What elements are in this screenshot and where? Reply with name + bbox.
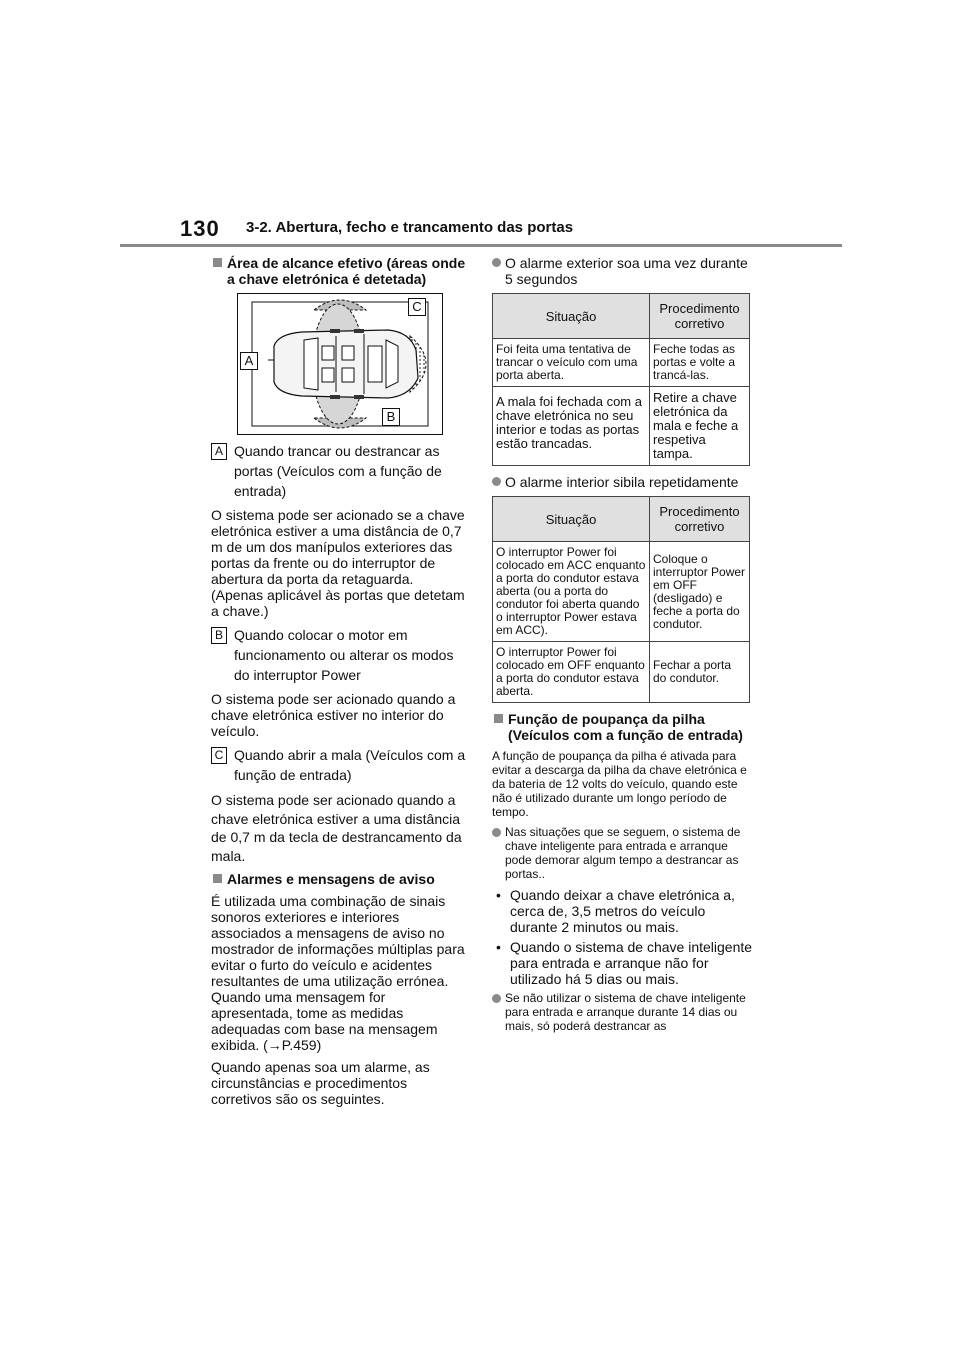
bullet-text: Se não utilizar o sistema de chave inteligente para entrada e arranque durante 14 dias ou mais, só poderá destrancar as xyxy=(505,991,746,1033)
label-b-box: B xyxy=(211,627,227,644)
table-header-row xyxy=(493,294,750,339)
bullet-interior-alarm xyxy=(492,474,754,490)
label-a-box: A xyxy=(211,443,227,460)
diagram-tag-c: C xyxy=(408,298,426,316)
paragraph-c: O sistema pode ser acionado quando a chave eletrónica estiver a uma distância de 0,7 m da tecla de destrancamento da mala. xyxy=(211,792,462,864)
diagram-tag-b: B xyxy=(382,408,400,426)
heading-text: Área de alcance efetivo (áreas onde a chave eletrónica é detetada) xyxy=(227,255,466,287)
label-c-row xyxy=(211,745,467,785)
list-item-text: Quando o sistema de chave inteligente para entrada e arranque não for utilizado há 5 dias ou mais. xyxy=(510,939,753,987)
table-row xyxy=(493,542,750,642)
list-marker: • xyxy=(496,887,501,903)
round-bullet-icon xyxy=(492,994,501,1003)
list-item xyxy=(496,939,754,987)
bullet-delay-situations xyxy=(492,825,754,881)
section-title: 3-2. Abertura, fecho e trancamento das portas xyxy=(246,219,574,236)
square-bullet-icon xyxy=(494,714,503,723)
bullet-text: O alarme interior sibila repetidamente xyxy=(505,474,739,490)
table-cell: O interruptor Power foi colocado em ACC enquanto a porta do condutor estava aberta (ou a porta do condutor foi aberta quando o interruptor Power estava em ACC). xyxy=(493,542,650,642)
table-header-procedure: Procedimento corretivo xyxy=(650,294,750,339)
diagram-tag-a: A xyxy=(240,352,258,370)
label-a-text: Quando trancar ou destrancar as portas (Veículos com a função de entrada) xyxy=(234,443,442,499)
header-rule xyxy=(120,244,842,247)
heading-text: Função de poupança da pilha (Veículos com a função de entrada) xyxy=(508,711,743,743)
round-bullet-icon xyxy=(492,477,501,486)
detection-area-diagram xyxy=(237,293,443,435)
label-a-row xyxy=(211,441,467,501)
bullet-text: Nas situações que se seguem, o sistema de chave inteligente para entrada e arranque pode demorar algum tempo a destrancar as portas.. xyxy=(505,825,741,881)
table-row xyxy=(493,642,750,703)
table-header-situation: Situação xyxy=(493,497,650,542)
heading-battery-saving xyxy=(492,711,754,743)
label-b-row xyxy=(211,625,467,685)
left-column xyxy=(211,255,467,1113)
round-bullet-icon xyxy=(492,258,501,267)
bullet-exterior-alarm xyxy=(492,255,754,287)
list-item-text: Quando deixar a chave eletrónica a, cerca de, 3,5 metros do veículo durante 2 minutos ou mais. xyxy=(510,887,735,935)
square-bullet-icon xyxy=(213,258,222,267)
table-cell: Fechar a porta do condutor. xyxy=(650,642,750,703)
table-row xyxy=(493,387,750,466)
paragraph-f: A função de poupança da pilha é ativada para evitar a descarga da pilha da chave eletrónica e da bateria de 12 volts do veículo, quando este não é utilizado durante um longo período de tempo. xyxy=(492,749,747,819)
paragraph-d: É utilizada uma combinação de sinais sonoros exteriores e interiores associados a mensagens de aviso no mostrador de informações múltiplas para evitar o furto do veículo e acidentes resultantes de uma utilização errónea. Quando uma mensagem for apresentada, tome as medidas adequadas com base na mensagem exibida. (→P.459) xyxy=(211,893,465,1053)
label-c-box: C xyxy=(211,747,227,764)
page-number: 130 xyxy=(180,216,220,241)
label-b-text: Quando colocar o motor em funcionamento ou alterar os modos do interruptor Power xyxy=(234,627,454,683)
table-row xyxy=(493,339,750,387)
interior-alarm-table xyxy=(492,496,750,703)
table-cell: Coloque o interruptor Power em OFF (desligado) e feche a porta do condutor. xyxy=(650,542,750,642)
square-bullet-icon xyxy=(213,874,222,883)
exterior-alarm-table xyxy=(492,293,750,466)
table-header-situation: Situação xyxy=(493,294,650,339)
right-column xyxy=(492,255,754,1039)
list-item xyxy=(496,887,754,935)
table-cell: Foi feita uma tentativa de trancar o veículo com uma porta aberta. xyxy=(493,339,650,387)
table-cell: O interruptor Power foi colocado em OFF enquanto a porta do condutor estava aberta. xyxy=(493,642,650,703)
table-header-row xyxy=(493,497,750,542)
table-header-procedure: Procedimento corretivo xyxy=(650,497,750,542)
bullet-14-days xyxy=(492,991,754,1033)
table-cell: A mala foi fechada com a chave eletrónica no seu interior e todas as portas estão trancadas. xyxy=(493,387,650,466)
list-marker: • xyxy=(496,939,501,955)
round-bullet-icon xyxy=(492,828,501,837)
paragraph-a: O sistema pode ser acionado se a chave eletrónica estiver a uma distância de 0,7 m de um dos manípulos exteriores das portas da frente ou do interruptor de abertura da porta da retaguarda. (Apenas aplicável às portas que detetam a chave.) xyxy=(211,507,465,619)
table-cell: Feche todas as portas e volte a trancá-las. xyxy=(650,339,750,387)
bullet-text: O alarme exterior soa uma vez durante 5 segundos xyxy=(505,255,748,287)
paragraph-e: Quando apenas soa um alarme, as circunstâncias e procedimentos corretivos são os seguintes. xyxy=(211,1059,430,1107)
heading-effective-range xyxy=(211,255,467,287)
table-cell: Retire a chave eletrónica da mala e feche a respetiva tampa. xyxy=(650,387,750,466)
heading-text: Alarmes e mensagens de aviso xyxy=(227,871,435,887)
heading-alarms xyxy=(211,871,467,887)
label-c-text: Quando abrir a mala (Veículos com a função de entrada) xyxy=(234,747,466,783)
paragraph-b: O sistema pode ser acionado quando a chave eletrónica estiver no interior do veículo. xyxy=(211,691,456,739)
